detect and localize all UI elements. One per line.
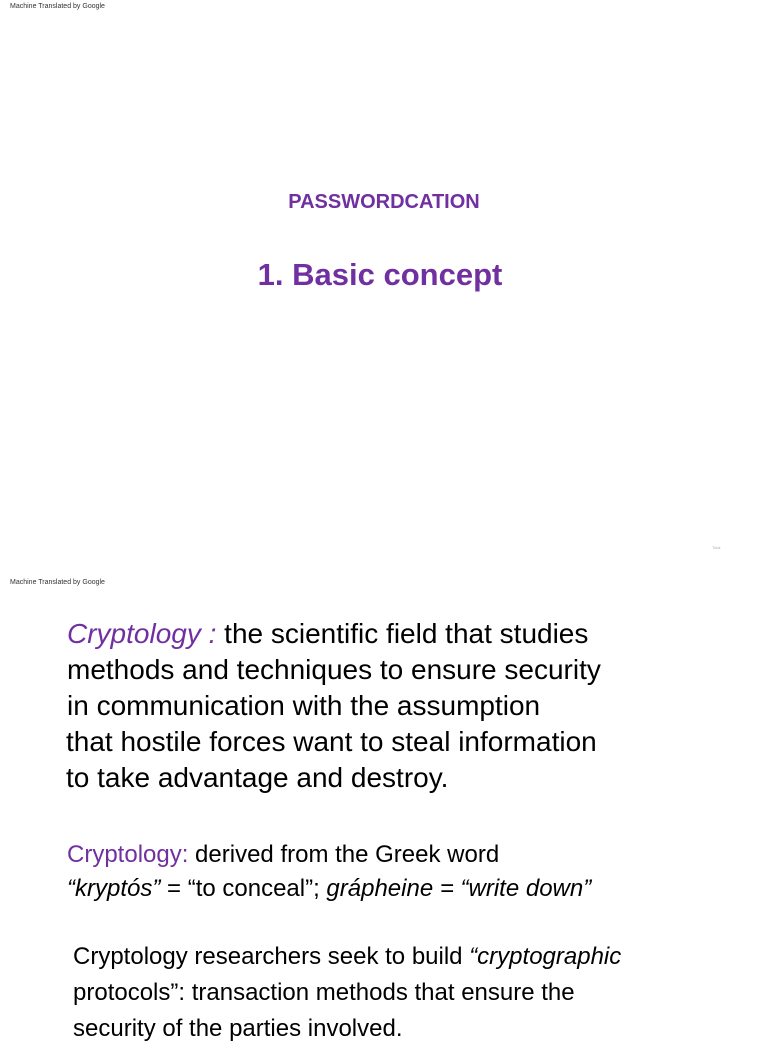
- section-title: 1. Basic concept: [257, 257, 503, 292]
- researchers-line-1: [73, 939, 763, 975]
- definition-line-1: [66, 616, 756, 652]
- etymology-line-2: [67, 872, 757, 906]
- etymology-line-1: [67, 838, 757, 872]
- kryptos-meaning: = “to conceal”;: [160, 875, 327, 902]
- researchers-line-2: protocols”: transaction methods that ensure the: [73, 979, 575, 1006]
- machine-translated-label: Machine Translated by Google: [10, 579, 105, 586]
- etymology-term: Cryptology:: [67, 841, 189, 868]
- machine-translated-label: Machine Translated by Google: [10, 3, 105, 10]
- definition-paragraph: [66, 616, 756, 796]
- document-header-title: PASSWORDCATION: [288, 191, 480, 213]
- kryptos-word: “kryptós”: [67, 875, 161, 902]
- researchers-line-1-text: Cryptology researchers seek to build: [73, 943, 470, 970]
- definition-line-1-rest: the scientific field that studies: [216, 618, 589, 649]
- cryptographic-word: “cryptographic: [469, 943, 622, 970]
- definition-term: Cryptology :: [67, 618, 217, 649]
- researchers-paragraph: [73, 939, 763, 1047]
- etymology-paragraph: [67, 838, 757, 906]
- grapheine-word: grápheine = “write down”: [326, 875, 592, 902]
- page-mark: Total: [712, 545, 721, 550]
- etymology-line-1-rest: derived from the Greek word: [188, 841, 500, 868]
- definition-line-4: that hostile forces want to steal information: [66, 726, 597, 757]
- definition-line-3: in communication with the assumption: [67, 690, 541, 721]
- researchers-line-3: security of the parties involved.: [73, 1015, 403, 1042]
- definition-line-5: to take advantage and destroy.: [66, 762, 449, 793]
- document-page-2: [0, 572, 768, 1042]
- definition-line-2: methods and techniques to ensure security: [67, 654, 601, 685]
